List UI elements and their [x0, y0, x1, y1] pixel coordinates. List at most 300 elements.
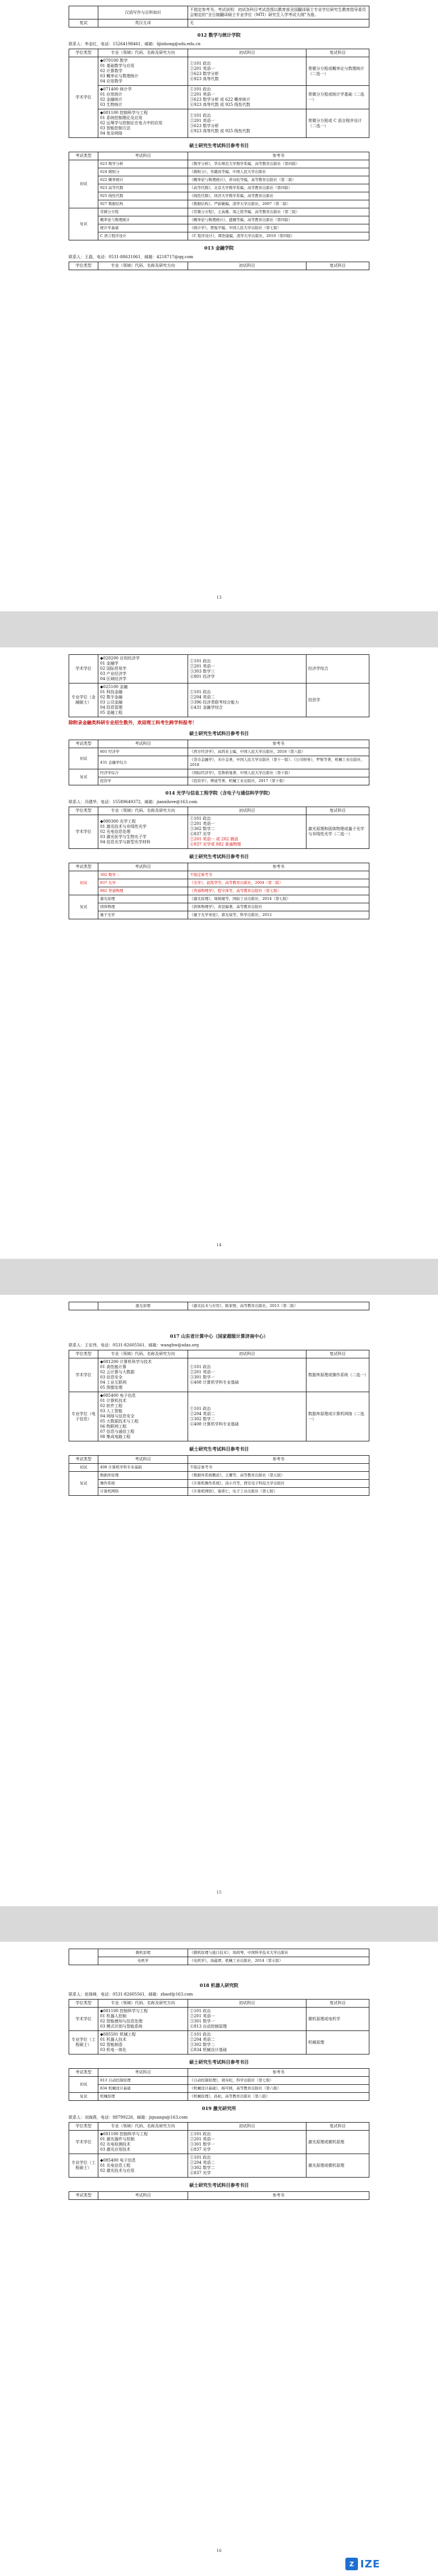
subject-cell: 英汉互译: [98, 19, 188, 27]
retest-cell: 数据库原理或计算机网络（二选一）: [306, 1392, 369, 1441]
table-row: [69, 769, 369, 777]
exam-line: ③623 数学分析: [190, 123, 219, 128]
subject-cell: 925 线性代数: [98, 192, 188, 200]
field-line: 02 国际贸易学: [100, 666, 127, 671]
field-line: ◆070100 数学: [100, 58, 128, 63]
field-line: 01 激光器件与控制: [100, 2137, 135, 2142]
column-header: 复试科目: [306, 1350, 369, 1358]
column-header: 考试类型: [69, 740, 98, 748]
reference-cell: 《常微分方程》，王高雄、周之铭等编，高等教育出版社（第三版）: [188, 208, 369, 216]
table-row: [69, 748, 369, 756]
subject-cell: 数据库原理: [98, 1472, 188, 1480]
exam-line: ②201 英语一: [190, 118, 215, 123]
exam-type-cell: [69, 6, 98, 19]
program-table-013-header: [69, 262, 369, 270]
page-number: 15: [216, 1890, 222, 1895]
exam-line: ②201 英语一: [190, 663, 215, 669]
reference-cell: 不指定参考书: [188, 871, 369, 879]
table-row: [69, 2093, 369, 2101]
exam-line: ①101 政治: [190, 1365, 211, 1369]
reference-table-title: 硕士研究生考试科目参考书目: [189, 854, 249, 859]
reference-table-012: [69, 152, 369, 240]
column-header: 专业（领域）代码、名称及研究方向: [98, 262, 188, 270]
column-header: 初试科目: [188, 262, 306, 270]
subject-cell: 投资学: [98, 777, 188, 785]
retest-cell: 数据库原理或操作系统（二选一）: [306, 1358, 369, 1392]
table-header-row: [69, 740, 369, 748]
reference-cell: 《激光原理》，周炳琨等，国防工业出版社，2014（第七版）: [188, 895, 369, 903]
table-row: [69, 815, 369, 849]
table-header-row: [69, 2123, 369, 2131]
reference-cell: 《概率论与数理统计》，盛骤等编，高等教育出版社（第四版）: [188, 216, 369, 224]
column-header: 考试类型: [69, 152, 98, 160]
table-row: [69, 184, 369, 192]
exam-cell: [188, 86, 306, 109]
retest-cell: 激光原理或微机原理: [306, 2131, 369, 2154]
field-line: 01 激光技术与非线性光学: [100, 824, 147, 829]
field-line: 02 激光技术与应用: [100, 2168, 135, 2173]
exam-line: ④801 经济学: [190, 674, 215, 679]
table-row: [69, 160, 369, 168]
contact-line: 联系人：王磊，电话：0531-88631061，邮箱：4218717@qq.com: [69, 255, 193, 259]
column-header: 参考书: [188, 1456, 369, 1464]
reference-table-title: 硕士研究生考试科目参考书目: [189, 2059, 249, 2065]
exam-line: ④408 计算机学科专业基础: [190, 1421, 239, 1427]
field-line: ◆081200 计算机科学与技术: [100, 1360, 152, 1364]
field-line: 01 光电信息工程: [100, 2163, 131, 2168]
degree-type-cell: 专业学位（金融硕士）: [69, 683, 98, 717]
column-header: 参考书: [188, 740, 369, 748]
table-row: [69, 216, 369, 224]
contact-line: 联系人：赵保峰，电话：0531-82605561，邮箱：zbaof@163.com: [69, 1992, 193, 1997]
reference-cell: 《概率论与数理统计》，茆诗松等编，高等教育出版社（第二版）: [188, 176, 369, 184]
reference-table-019-header: [69, 2191, 369, 2200]
column-header: 考试科目: [98, 152, 188, 160]
subject-cell: 302 数学二: [98, 871, 188, 879]
reference-cell: 《机械原理》，孙桓，高等教育出版社（第八版）: [188, 2093, 369, 2101]
exam-type-cell: 复试: [69, 19, 98, 27]
reference-cell: 《线性代数》，同济大学数学系编，高等教育出版社: [188, 192, 369, 200]
table-row: [69, 1302, 369, 1310]
field-line: ◆081100 控制科学与工程: [100, 2009, 148, 2013]
subject-cell: 激光原理: [98, 1302, 188, 1310]
document-page-4: [0, 1942, 438, 2576]
field-cell: [98, 1358, 188, 1392]
exam-type-cell: 复试: [69, 1472, 98, 1496]
retest-cell: 微机原理或电机学: [306, 2008, 369, 2031]
exam-line: ④813 自动控制原理: [190, 2024, 227, 2029]
table-row: [69, 777, 369, 785]
field-line: 05 图像处理: [100, 1385, 123, 1390]
table-row: [69, 871, 369, 879]
exam-type-cell: 初试: [69, 748, 98, 769]
retest-cell: 投资学: [306, 683, 369, 717]
degree-type-cell: 学术学位: [69, 2008, 98, 2031]
subject-cell: 624 微积分: [98, 168, 188, 176]
table-row: [69, 168, 369, 176]
column-header: 初试科目: [188, 2000, 306, 2008]
exam-line: ②204 英语二: [190, 695, 215, 700]
subject-cell: 电机学: [98, 1957, 188, 1965]
exam-line: ①101 政治: [190, 2155, 211, 2160]
exam-line: ④923 高等代数 或 925 线性代数: [190, 102, 250, 107]
exam-line: ③302 数学二: [190, 2042, 215, 2047]
exam-type-cell: 复试: [69, 208, 98, 240]
field-line: 03 信息安全: [100, 1375, 123, 1380]
reference-cell: 《普通物理学》，程守洙等，高等教育出版社（第七版）: [188, 887, 369, 895]
table-row: [69, 1392, 369, 1441]
field-line: ◆020200 应用经济学: [100, 656, 140, 661]
field-line: 02 智能感知与信息处理: [100, 2019, 143, 2024]
column-header: 专业（领域）代码、名称及研究方向: [98, 1350, 188, 1358]
column-header: 考试类型: [69, 2069, 98, 2077]
document-page-2: [0, 647, 438, 1259]
reference-cell: 不指定参考书。考试说明：初试各科目考试范围以教育部全国翻译硕士专业学位研究生教育指导委员会制定的“全日制翻译硕士专业学位（MTI）研究生入学考试大纲”为准。: [188, 6, 369, 19]
section-title: 012 数学与统计学院: [197, 32, 241, 38]
field-line: 01 机器人技术: [100, 2037, 127, 2042]
program-table-013: [69, 654, 369, 717]
column-header: 初试科目: [188, 49, 306, 57]
recruitment-note: 除附录金融类科研专业招生数外，欢迎理工科考生跨学科报考！: [69, 720, 197, 725]
reference-table-title: 硕士研究生考试科目参考书目: [189, 2182, 249, 2188]
field-cell: [98, 2154, 188, 2178]
exam-line: ④837 光学: [190, 2171, 211, 2175]
table-row: [69, 6, 369, 19]
subject-cell: 813 自动控制原理: [98, 2077, 188, 2085]
subject-cell: 操作系统: [98, 1480, 188, 1488]
column-header: 考试科目: [98, 863, 188, 871]
reference-table-018: [69, 2068, 369, 2101]
field-line: 08 集成电路工程: [100, 1435, 131, 1439]
field-line: 04 投资管理: [100, 705, 123, 710]
site-watermark: [345, 2557, 431, 2571]
exam-line: ①101 政治: [190, 690, 211, 694]
table-row: [69, 19, 369, 27]
reference-cell: 《微机原理与接口技术》，周荷琴，中国科学技术大学出版社: [188, 1949, 369, 1957]
field-line: 02 光电检测技术: [100, 2142, 131, 2147]
field-cell: [98, 2131, 188, 2154]
table-header-row: [69, 262, 369, 270]
exam-type-cell: 复试: [69, 2093, 98, 2101]
field-line: 07 信息与通信工程: [100, 1429, 135, 1434]
field-line: 02 数字金融: [100, 695, 123, 700]
document-page-3: [0, 1295, 438, 1906]
field-line: 01 系统控制理论及应用: [100, 116, 143, 120]
field-line: ◆025100 金融: [100, 685, 128, 689]
field-line: ◆081100 控制科学与工程: [100, 2132, 148, 2136]
reference-cell: 《光学》，赵凯华等，高等教育出版社，2004（第二版）: [188, 879, 369, 887]
field-line: 03 生物统计: [100, 102, 123, 107]
field-line: 02 光电信息处理: [100, 829, 131, 834]
subject-cell: 概率论与数理统计: [98, 216, 188, 224]
retest-cell: 激光原理或微机原理: [306, 2154, 369, 2178]
reference-cell: 《数学分析》，华东师范大学数学系编，高等教育出版社（第四版）: [188, 160, 369, 168]
table-row: [69, 756, 369, 769]
column-header: 学位类型: [69, 1350, 98, 1358]
subject-cell: 801 经济学: [98, 748, 188, 756]
exam-cell: [188, 2131, 306, 2154]
degree-type-cell: 专业学位（工程硕士）: [69, 2154, 98, 2178]
column-header: 参考书: [188, 2192, 369, 2200]
exam-line: ③302 数学二: [190, 827, 215, 831]
field-cell: [98, 2008, 188, 2031]
exam-line: ②201 英语一: [190, 2137, 215, 2142]
exam-line: ①101 政治: [190, 113, 211, 118]
field-cell: [98, 815, 188, 849]
retest-cell: 激光原理和固体物理或量子光学与非线性光学（二选一）: [306, 815, 369, 849]
section-title: 018 机器人研究院: [200, 1982, 238, 1988]
reference-cell: 《数据库系统概论》，王珊等，高等教育出版社（第五版）: [188, 1472, 369, 1480]
column-header: 学位类型: [69, 807, 98, 815]
table-row: [69, 224, 369, 232]
table-row: [69, 176, 369, 184]
subject-cell: 量子光学: [98, 911, 188, 919]
reference-cell: 《统计学》，贾俊平编，中国人民大学出版社（第七版）: [188, 224, 369, 232]
field-line: 01 科技金融: [100, 690, 123, 694]
exam-line: ②204 英语二: [190, 2037, 215, 2042]
subject-cell: 622 概率统计: [98, 176, 188, 184]
field-cell: [98, 109, 188, 138]
column-header: 学位类型: [69, 49, 98, 57]
reference-table-013: [69, 740, 369, 785]
retest-cell: 机械原理: [306, 2031, 369, 2055]
subject-cell: 计算机网络: [98, 1488, 188, 1496]
watermark-text: IZE: [360, 2558, 381, 2570]
column-header: 考试类型: [69, 2192, 98, 2200]
reference-cell: 《量子光学导论》，郭光灿等，科学出版社，2012: [188, 911, 369, 919]
exam-line: ③302 数学二: [190, 2166, 215, 2170]
exam-line-highlight: ④837 光学或 882 普通物理: [190, 842, 241, 847]
table-header-row: [69, 1350, 369, 1358]
subject-cell: 统计学基础: [98, 224, 188, 232]
program-table-012: [69, 49, 369, 138]
exam-cell: [188, 109, 306, 138]
table-row: [69, 86, 369, 109]
exam-cell: [188, 1358, 306, 1392]
exam-line: ②201 英语一: [190, 821, 215, 826]
exam-line-highlight: ②201 英语一 或 202 俄语: [190, 837, 238, 841]
reference-cell: 《激光技术与应用》，陈家壁，高等教育出版社，2013（第二版）: [188, 1302, 369, 1310]
table-row: [69, 2077, 369, 2085]
section-title: 017 山东省计算中心（国家超级计算济南中心）: [170, 1333, 268, 1339]
field-line: ◆081100 控制科学与工程: [100, 110, 148, 115]
reference-table-title: 硕士研究生考试科目参考书目: [189, 1446, 249, 1452]
column-header: 学位类型: [69, 262, 98, 270]
reference-cell: 《高等代数》，北京大学数学系编，高等教育出版社（第四版）: [188, 184, 369, 192]
exam-line: ④834 机械设计基础: [190, 2048, 227, 2052]
exam-line: ④837 光学: [190, 832, 211, 836]
degree-type-cell: 学术学位: [69, 655, 98, 683]
table-row: [69, 879, 369, 887]
contact-line: 联系人：冯建华，电话：15589649372，邮箱：jianxilove@163.com: [69, 800, 198, 804]
table-row: [69, 1480, 369, 1488]
subject-cell: 经济学综合: [98, 769, 188, 777]
exam-cell: [188, 2031, 306, 2055]
program-table-018: [69, 1999, 369, 2055]
reference-cell: 《国际经济学》，克鲁格曼著，中国人民大学出版社（第十版）: [188, 769, 369, 777]
field-line: 04 网络与信息安全: [100, 1414, 135, 1419]
reference-cell: 《西方经济学》，高鸿业主编，中国人民大学出版社，2018（第八版）: [188, 748, 369, 756]
subject-cell: 常微分方程: [98, 208, 188, 216]
field-line: 02 金融统计: [100, 97, 123, 102]
column-header: 初试科目: [188, 1350, 306, 1358]
field-line: 03 人工智能: [100, 1409, 123, 1413]
subject-cell: 431 金融学综合: [98, 756, 188, 769]
table-row: [69, 192, 369, 200]
exam-line: ④431 金融学综合: [190, 705, 223, 710]
column-header: 专业（领域）代码、名称及研究方向: [98, 2000, 188, 2008]
retest-cell: 常微分方程或统计学基础（二选一）: [306, 86, 369, 109]
field-line: 06 物联网工程: [100, 1424, 127, 1429]
column-header: 参考书: [188, 152, 369, 160]
watermark-logo-icon: Z: [345, 2558, 358, 2570]
field-line: 01 基础数学与应用: [100, 64, 135, 68]
column-header: 学位类型: [69, 2123, 98, 2131]
column-header: 复试科目: [306, 262, 369, 270]
exam-line: ①101 政治: [190, 2132, 211, 2136]
table-row: [69, 2154, 369, 2178]
field-line: 03 产业经济学: [100, 671, 127, 676]
field-line: 05 大数据技术与工程: [100, 1419, 139, 1424]
reference-cell: 《机械设计基础》，杨可桢，高等教育出版社（第六版）: [188, 2085, 369, 2093]
table-header-row: [69, 1456, 369, 1464]
document-page-1: [0, 0, 438, 611]
page-number: 16: [216, 2549, 222, 2553]
subject-cell: 微机原理: [98, 1949, 188, 1957]
exam-cell: [188, 655, 306, 683]
page-2-content: [69, 647, 369, 919]
reference-cell: 《投资学》，博迪等著，机械工业出版社，2017（第十版）: [188, 777, 369, 785]
section-title: 019 激光研究所: [202, 2105, 236, 2111]
column-header: 考试科目: [98, 740, 188, 748]
field-line: ◆085400 电子信息: [100, 1393, 136, 1398]
column-header: 考试类型: [69, 863, 98, 871]
exam-type-cell: 初试: [69, 1464, 98, 1472]
field-cell: [98, 86, 188, 109]
exam-line: ④923 高等代数: [190, 76, 219, 81]
subject-cell: 机械原理: [98, 2093, 188, 2101]
table-row: [69, 903, 369, 911]
field-line: 01 高性能计算: [100, 1365, 127, 1369]
exam-line: ③396 经济类联考综合能力: [190, 700, 239, 705]
field-line: 03 智能控制方法: [100, 126, 131, 131]
degree-type-cell: 学术学位: [69, 2131, 98, 2154]
retest-cell: 常微分方程或概率论与数理统计（二选一）: [306, 57, 369, 86]
column-header: 复试科目: [306, 807, 369, 815]
table-row: [69, 911, 369, 919]
reference-cell: 《计算机网络》，谢希仁，电子工业出版社（第七版）: [188, 1488, 369, 1496]
table-row: [69, 1472, 369, 1480]
table-row: [69, 2031, 369, 2055]
reference-cell: 《货币金融学》，米什金著，中国人民大学出版社（第十一版）；《公司财务》，罗斯等著，机械工业出版社，2018: [188, 756, 369, 769]
exam-line: ①101 政治: [190, 2009, 211, 2013]
exam-line: ③623 数学分析: [190, 71, 219, 76]
reference-cell: 《微积分》，吴赣昌等编，中国人民大学出版社: [188, 168, 369, 176]
exam-line: ③301 数学一: [190, 2142, 215, 2147]
table-row: [69, 2008, 369, 2031]
reference-table-title: 硕士研究生考试科目参考书目: [189, 143, 249, 148]
degree-type-cell: 专业学位（电子信息）: [69, 1392, 98, 1441]
table-row: [69, 1358, 369, 1392]
exam-line: ①101 政治: [190, 816, 211, 821]
exam-type-cell: 初试: [69, 871, 98, 895]
column-header: 专业（领域）代码、名称及研究方向: [98, 807, 188, 815]
exam-cell: [188, 683, 306, 717]
table-header-row: [69, 2000, 369, 2008]
field-line: 02 计算数学: [100, 69, 123, 73]
column-header: 考试类型: [69, 1456, 98, 1464]
field-cell: [98, 683, 188, 717]
column-header: 初试科目: [188, 807, 306, 815]
table-row: [69, 1949, 369, 1957]
table-row: [69, 655, 369, 683]
exam-type-cell: 复试: [69, 895, 98, 919]
column-header: 考试科目: [98, 1456, 188, 1464]
field-line: 03 模式识别与智能系统: [100, 2024, 143, 2029]
program-table-019: [69, 2122, 369, 2178]
field-line: 02 智能制造: [100, 2042, 123, 2047]
field-line: 02 云计算与大数据: [100, 1370, 135, 1374]
exam-type-cell: 复试: [69, 769, 98, 785]
field-line: 01 应用统计: [100, 92, 123, 97]
continued-reference-table: [69, 1949, 369, 1965]
table-header-row: [69, 49, 369, 57]
reference-cell: 《自动控制原理》，胡寿松，科学出版社（第七版）: [188, 2077, 369, 2085]
subject-cell: 923 高等代数: [98, 184, 188, 192]
field-line: ◆080300 光学工程: [100, 819, 136, 824]
retest-cell: 经济学综合: [306, 655, 369, 683]
exam-line: ②201 英语一: [190, 1370, 215, 1374]
reference-cell: 《电机学》，汤蕴璆，机械工业出版社，2014（第五版）: [188, 1957, 369, 1965]
column-header: 复试科目: [306, 49, 369, 57]
field-line: 02 运筹学与控制论在电力中的应用: [100, 121, 163, 125]
table-row: [69, 208, 369, 216]
reference-cell: 无: [188, 19, 369, 27]
exam-type-cell: 初试: [69, 2077, 98, 2093]
field-line: 03 激光医学与生物光子学: [100, 834, 147, 839]
exam-line: ①101 政治: [190, 658, 211, 663]
reference-table-014: [69, 863, 369, 919]
field-line: ◆085501 机械工程: [100, 2032, 136, 2037]
reference-table-017: [69, 1455, 369, 1496]
column-header: 学位类型: [69, 2000, 98, 2008]
reference-table-title: 硕士研究生考试科目参考书目: [189, 730, 249, 736]
field-line: 04 信息光学与新型光学材料: [100, 839, 151, 844]
column-header: 专业（领域）代码、名称及研究方向: [98, 2123, 188, 2131]
field-line: ◆071400 统计学: [100, 87, 132, 92]
exam-cell: [188, 1392, 306, 1441]
section-title: 014 光学与信息工程学院（含电子与通信科学学院）: [165, 790, 273, 796]
field-cell: [98, 655, 188, 683]
column-header: 参考书: [188, 2069, 369, 2077]
subject-cell: 623 数学分析: [98, 160, 188, 168]
subject-cell: 834 机械设计基础: [98, 2085, 188, 2093]
subject-cell: 927 数据结构: [98, 200, 188, 208]
program-table-014: [69, 807, 369, 849]
exam-type-cell: [69, 1302, 98, 1310]
field-line: 01 机器人控制: [100, 2014, 127, 2018]
page-3-content: [69, 1295, 369, 1496]
section-title: 013 金融学院: [204, 245, 234, 251]
subject-cell: 汉语写作与百科知识: [98, 6, 188, 19]
table-header-row: [69, 863, 369, 871]
exam-line: ③301 数学一: [190, 1375, 215, 1380]
subject-cell: C 语言程序设计: [98, 232, 188, 240]
field-line: 03 激光应用技术: [100, 2147, 131, 2152]
field-cell: [98, 57, 188, 86]
exam-line: ③623 数学分析 或 622 概率统计: [190, 97, 250, 102]
table-header-row: [69, 152, 369, 160]
